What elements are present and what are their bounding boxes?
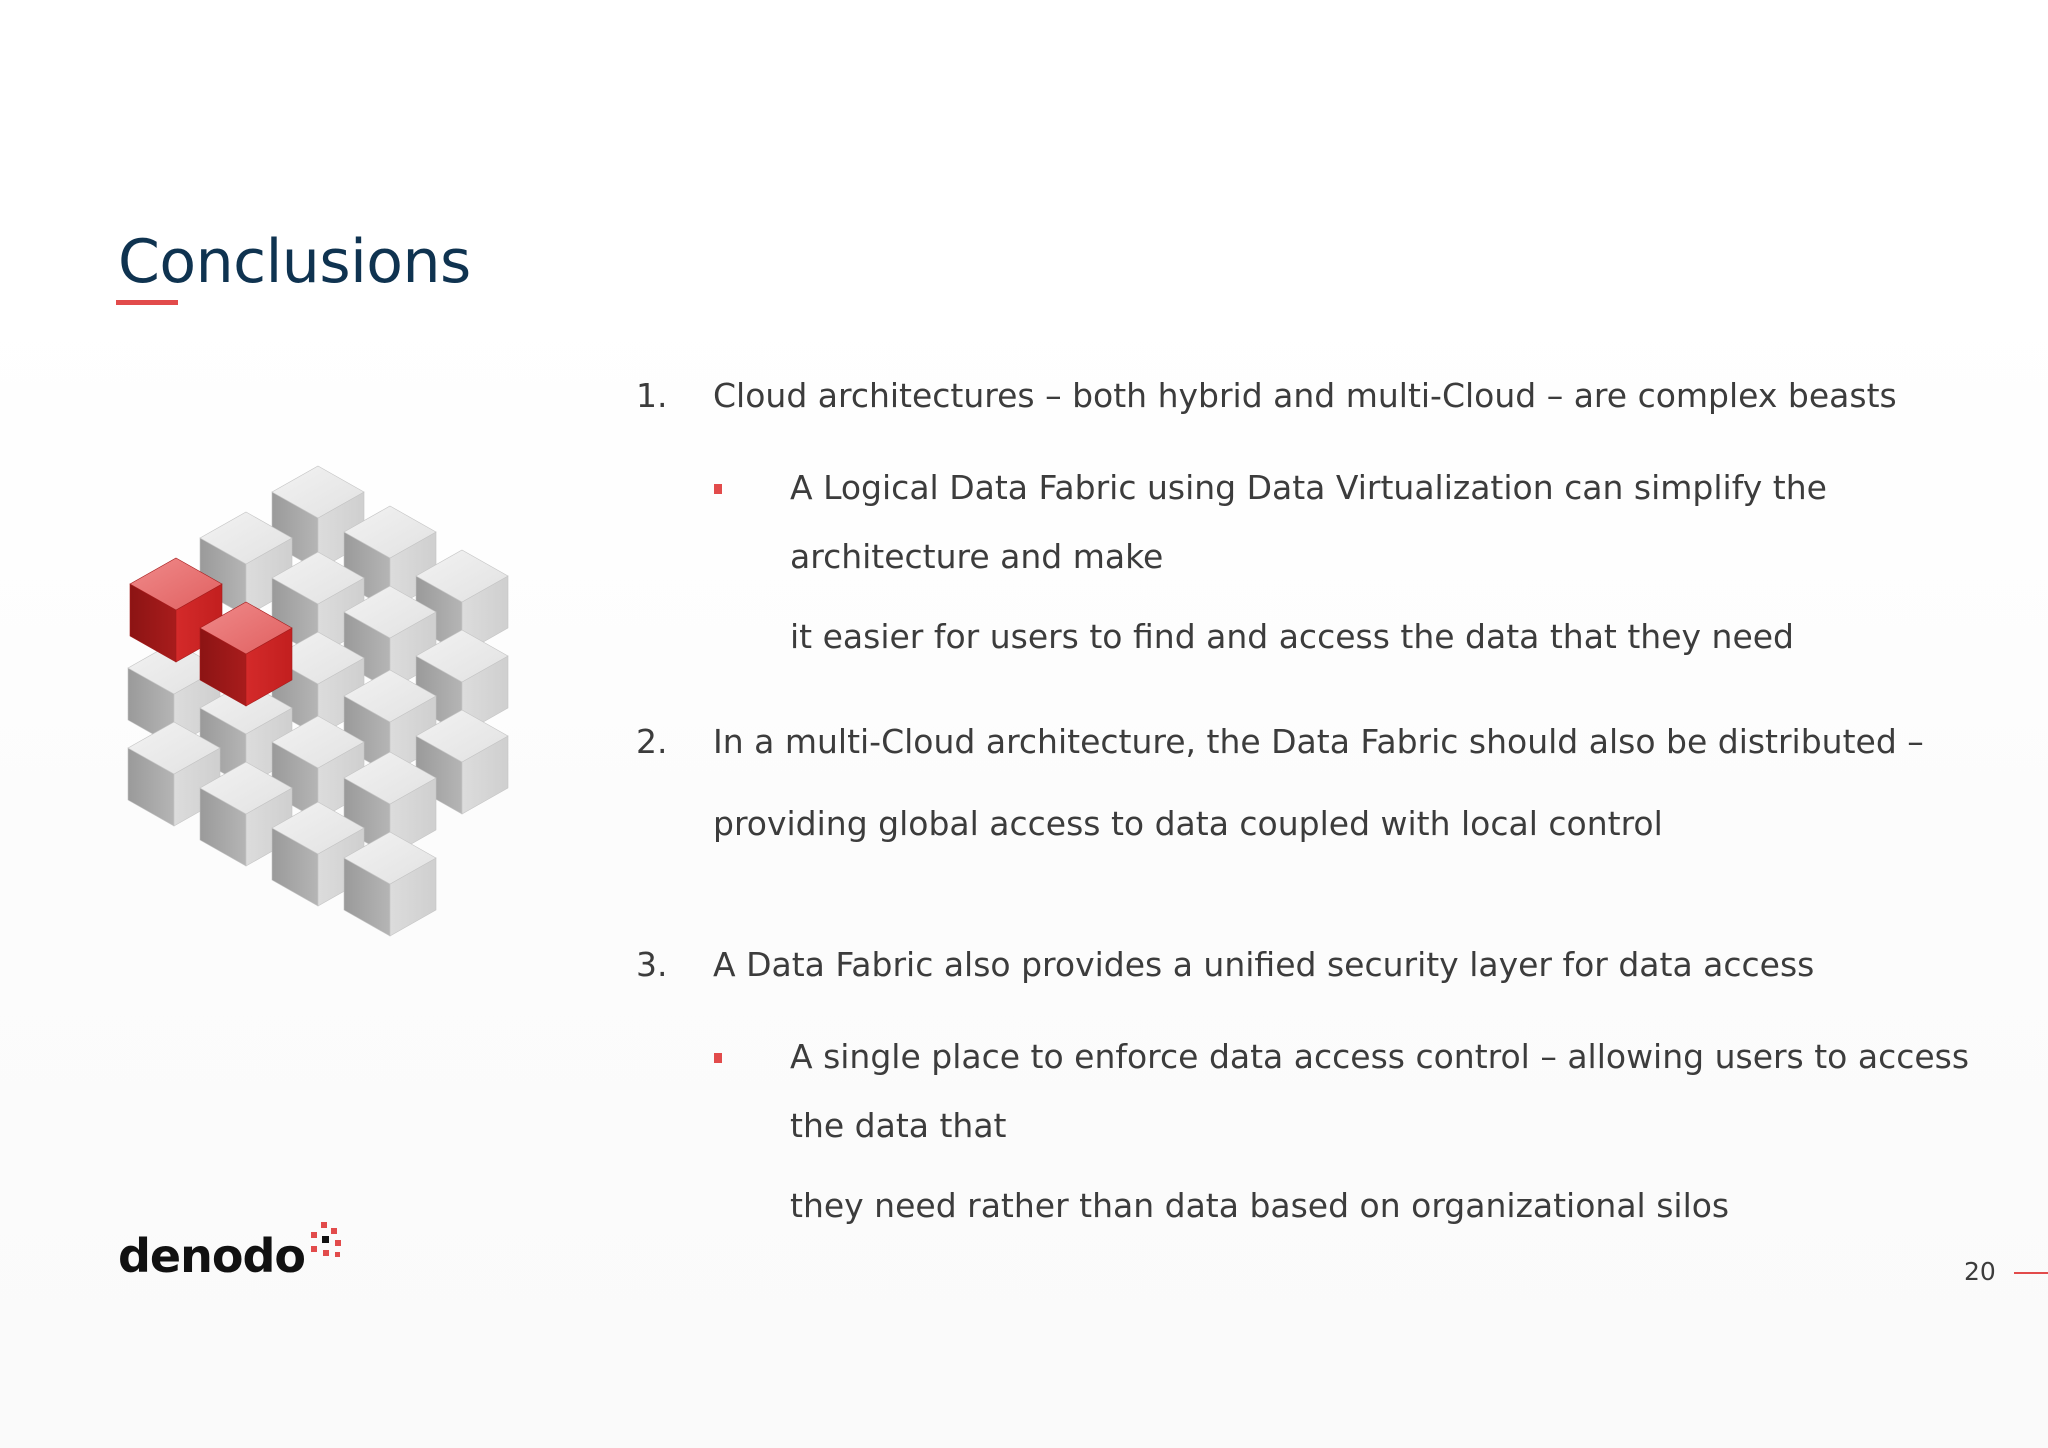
denodo-logo [118, 1222, 347, 1282]
sub-item-text: A Logical Data Fabric using Data Virtualization can simplify the [790, 468, 1827, 507]
cube-cluster-icon [118, 452, 518, 952]
bullet-marker [714, 1053, 722, 1063]
sub-item-text: architecture and make [790, 537, 1164, 576]
list-number: 1. [636, 376, 668, 415]
page-number-rule [2014, 1272, 2048, 1274]
sub-item-text: A single place to enforce data access control – allowing users to access [790, 1037, 1970, 1076]
sub-item-text: it easier for users to find and access the data that they need [790, 617, 1795, 656]
logo-wordmark: denodo [118, 1229, 306, 1283]
page-title: Conclusions [118, 227, 471, 297]
list-number: 3. [636, 945, 668, 984]
list-item-text: In a multi-Cloud architecture, the Data Fabric should also be distributed – [713, 722, 1924, 761]
list-number: 2. [636, 722, 668, 761]
sub-item-text: they need rather than data based on organizational silos [790, 1186, 1730, 1225]
list-item-text: A Data Fabric also provides a unified security layer for data access [713, 945, 1815, 984]
list-item-text: providing global access to data coupled with local control [713, 804, 1663, 843]
bullet-marker [714, 484, 722, 494]
page-number: 20 [1964, 1257, 1996, 1286]
title-underline [116, 300, 178, 305]
logo-dots-icon [307, 1222, 347, 1270]
sub-item-text: the data that [790, 1106, 1007, 1145]
list-item-text: Cloud architectures – both hybrid and multi-Cloud – are complex beasts [713, 376, 1897, 415]
